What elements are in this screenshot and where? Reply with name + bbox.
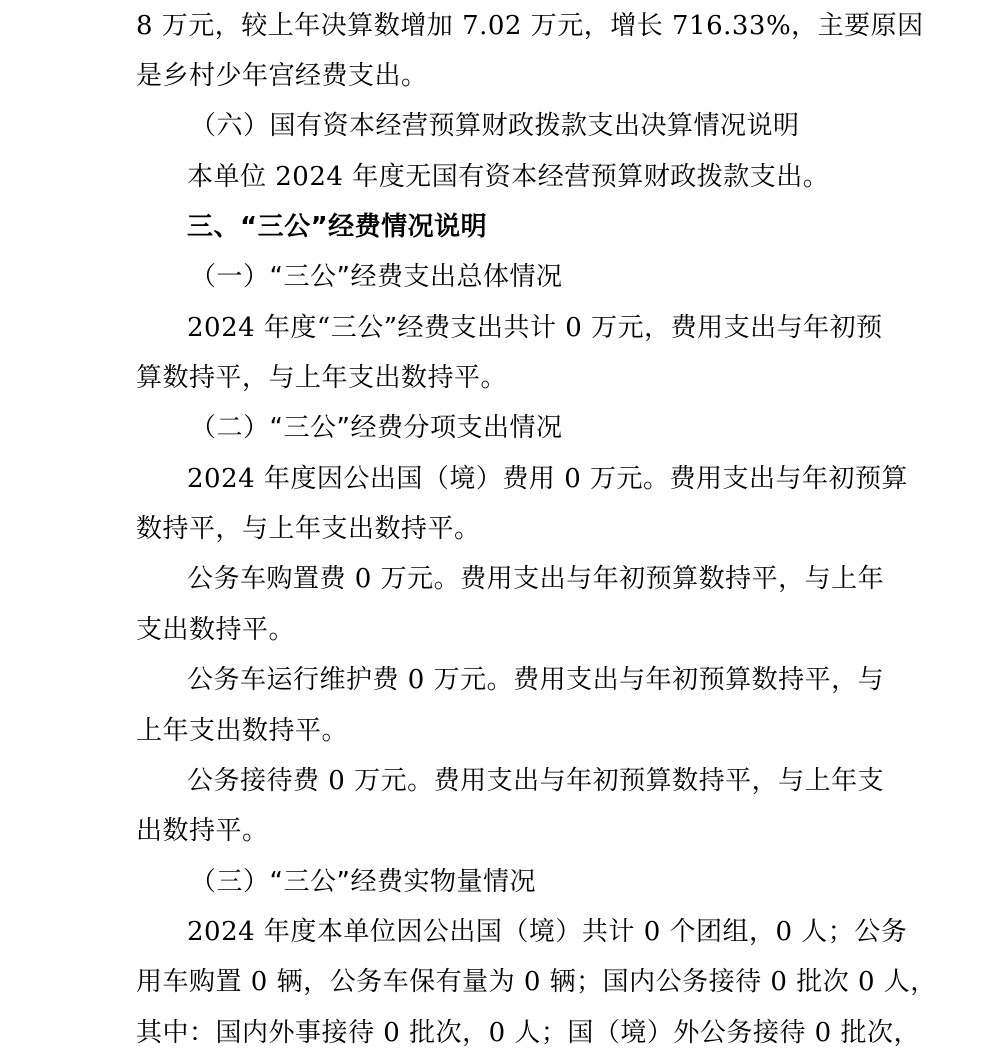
paragraph-line-vehicle-maintenance-1: 公务车运行维护费 0 万元。费用支出与年初预算数持平，与 [187, 665, 885, 695]
paragraph-line-vehicle-maintenance-2: 上年支出数持平。 [136, 716, 349, 746]
subsection-heading-physical: （三）“三公”经费实物量情况 [190, 867, 536, 897]
paragraph-line-increase: 8 万元，较上年决算数增加 7.02 万元，增长 716.33%，主要原因 [136, 11, 924, 41]
paragraph-line-vehicle-purchase-1: 公务车购置费 0 万元。费用支出与年初预算数持平，与上年 [187, 564, 885, 594]
paragraph-line-abroad-1: 2024 年度因公出国（境）费用 0 万元。费用支出与年初预算 [187, 464, 909, 494]
subsection-heading-overall: （一）“三公”经费支出总体情况 [190, 262, 563, 292]
section-heading-three-public: 三、“三公”经费情况说明 [187, 212, 488, 242]
paragraph-line-reason: 是乡村少年宫经费支出。 [136, 61, 428, 91]
paragraph-line-reception-2: 出数持平。 [136, 816, 269, 846]
subsection-heading-itemized: （二）“三公”经费分项支出情况 [190, 413, 563, 443]
paragraph-line-no-state-capital: 本单位 2024 年度无国有资本经营预算财政拨款支出。 [187, 162, 830, 192]
paragraph-line-physical-3: 其中：国内外事接待 0 批次，0 人；国（境）外公务接待 0 批次， [136, 1018, 920, 1048]
paragraph-line-physical-1: 2024 年度本单位因公出国（境）共计 0 个团组，0 人；公务 [187, 917, 908, 947]
paragraph-line-abroad-2: 数持平，与上年支出数持平。 [136, 514, 481, 544]
section-heading-state-capital: （六）国有资本经营预算财政拨款支出决算情况说明 [190, 111, 800, 141]
paragraph-line-physical-2: 用车购置 0 辆，公务车保有量为 0 辆；国内公务接待 0 批次 0 人， [136, 967, 937, 997]
paragraph-line-overall-1: 2024 年度“三公”经费支出共计 0 万元，费用支出与年初预 [187, 313, 883, 343]
paragraph-line-reception-1: 公务接待费 0 万元。费用支出与年初预算数持平，与上年支 [187, 766, 885, 796]
paragraph-line-vehicle-purchase-2: 支出数持平。 [136, 615, 296, 645]
paragraph-line-overall-2: 算数持平，与上年支出数持平。 [136, 363, 508, 393]
